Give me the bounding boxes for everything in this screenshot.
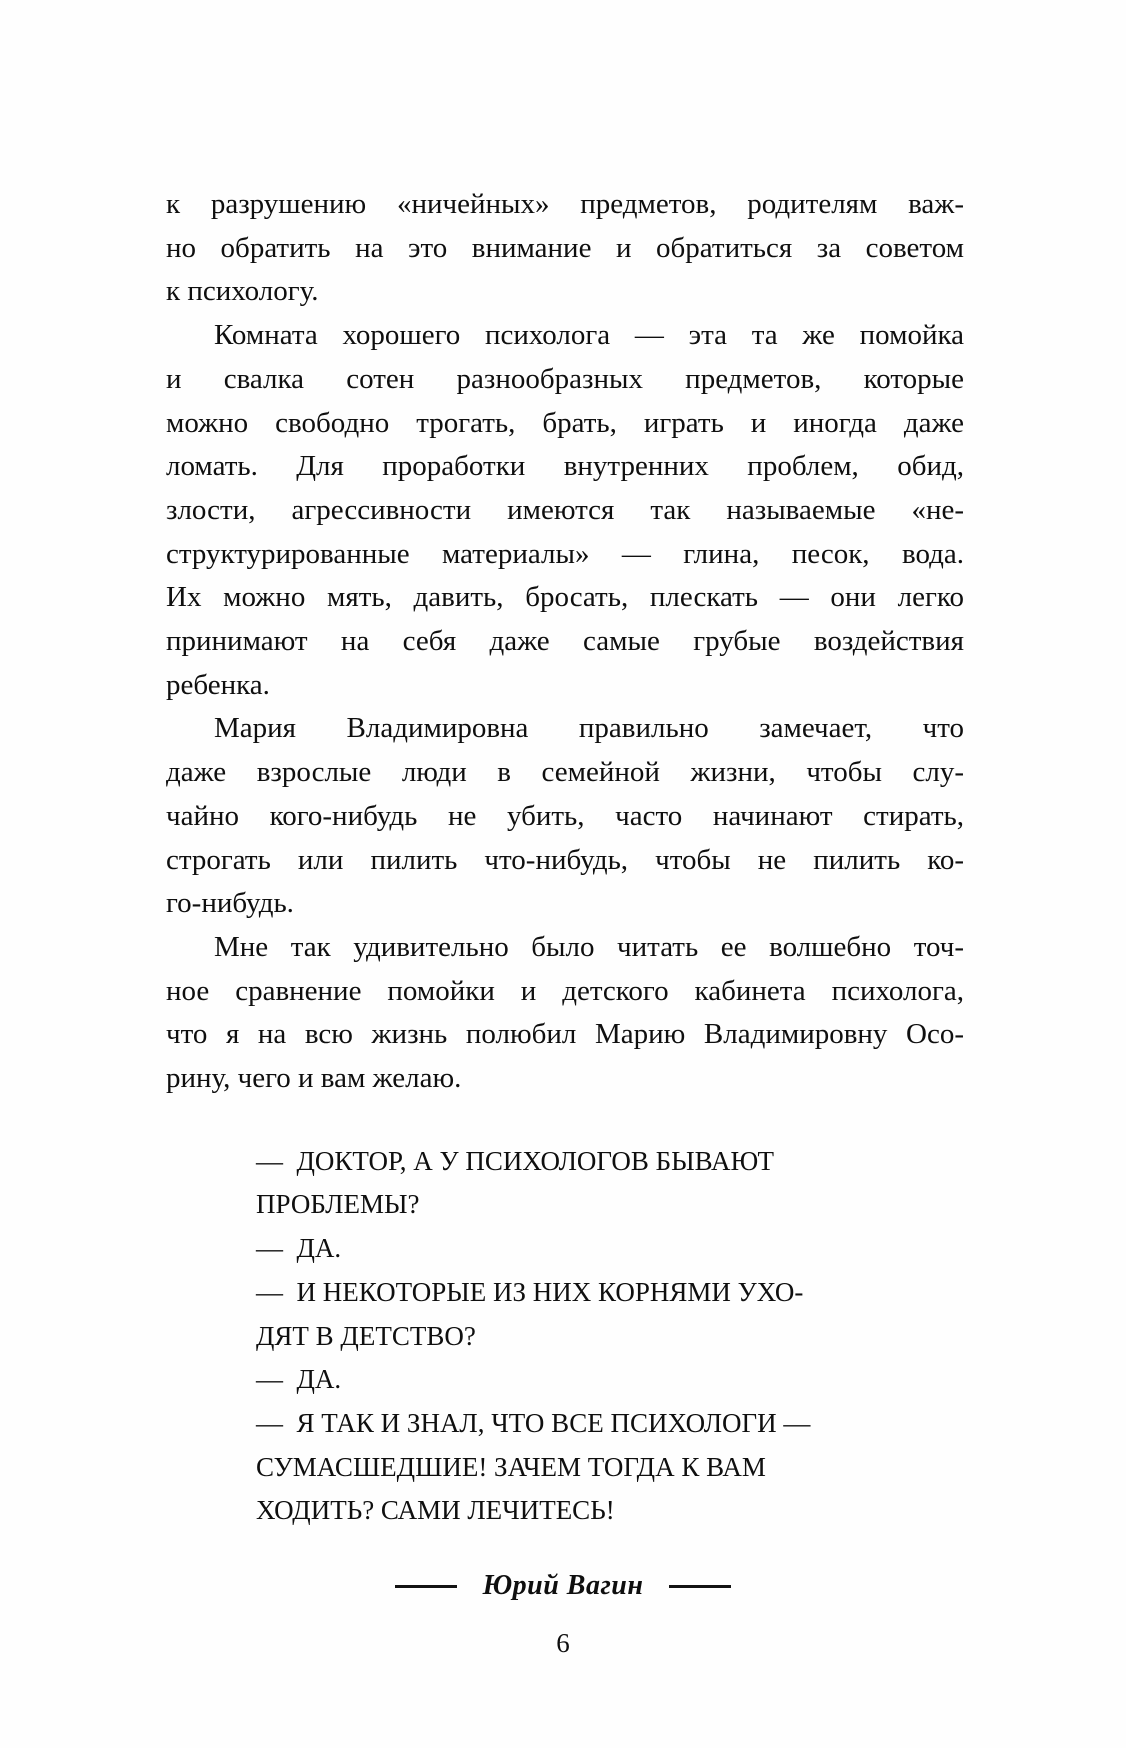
paragraph <box>166 707 964 926</box>
paragraph <box>166 926 964 1101</box>
body-line: можно свободно трогать, брать, играть и иногда даже <box>166 406 964 439</box>
body-line: даже взрослые люди в семейной жизни, чтобы слу- <box>166 756 964 789</box>
body-line: принимают на себя даже самые грубые воздействия <box>166 625 964 658</box>
dialogue-line: — ДОКТОР, А У ПСИХОЛОГОВ БЫВАЮТ <box>256 1145 775 1176</box>
body-line: Их можно мять, давить, бросать, плескать — они легко <box>166 581 964 614</box>
body-line: Комната хорошего психолога — эта та же помойка <box>214 319 964 352</box>
footer-author: Юрий Вагин <box>482 1570 644 1601</box>
body-line: ломать. Для проработки внутренних проблем, обид, <box>166 450 964 483</box>
body-line: чайно кого-нибудь не убить, часто начинают стирать, <box>166 799 964 832</box>
dialogue-block <box>256 1140 964 1533</box>
body-line: ребенка. <box>166 668 270 701</box>
dialogue-line: — Я ТАК И ЗНАЛ, ЧТО ВСЕ ПСИХОЛОГИ — <box>256 1407 811 1438</box>
body-line: что я на всю жизнь полюбил Марию Владимировну Осо- <box>166 1018 964 1051</box>
body-line: к психологу. <box>166 275 319 308</box>
paragraph <box>166 183 964 314</box>
body-line: к разрушению «ничейных» предметов, родителям важ- <box>166 188 964 220</box>
dialogue-line: СУМАСШЕДШИЕ! ЗАЧЕМ ТОГДА К ВАМ <box>256 1451 766 1482</box>
body-line: но обратить на это внимание и обратиться за советом <box>166 231 964 264</box>
page-number: 6 <box>556 1628 570 1658</box>
body-line: структурированные материалы» — глина, песок, вода. <box>166 537 964 570</box>
body-line: и свалка сотен разнообразных предметов, которые <box>166 362 964 395</box>
dialogue-line: ХОДИТЬ? САМИ ЛЕЧИТЕСЬ! <box>256 1495 615 1526</box>
footer-rule-right <box>669 1585 731 1588</box>
body-line: строгать или пилить что-нибудь, чтобы не пилить ко- <box>166 843 964 876</box>
dialogue-line: ПРОБЛЕМЫ? <box>256 1189 420 1220</box>
body-line: Мне так удивительно было читать ее волшебно точ- <box>214 930 964 963</box>
page-text <box>166 183 964 1533</box>
dialogue-line: — ДА. <box>256 1364 342 1395</box>
paragraph <box>166 314 964 707</box>
body-line: рину, чего и вам желаю. <box>166 1062 462 1095</box>
dialogue-line: — ДА. <box>256 1233 342 1264</box>
body-line: ное сравнение помойки и детского кабинета психолога, <box>166 974 964 1007</box>
body-line: го-нибудь. <box>166 887 294 920</box>
dialogue-line: ДЯТ В ДЕТСТВО? <box>256 1320 476 1351</box>
footer-rule-left <box>395 1585 457 1588</box>
dialogue-line: — И НЕКОТОРЫЕ ИЗ НИХ КОРНЯМИ УХО- <box>256 1276 804 1307</box>
body-line: Мария Владимировна правильно замечает, что <box>214 712 964 745</box>
body-line: злости, агрессивности имеются так называемые «не- <box>166 493 964 526</box>
footer <box>0 1570 1126 1602</box>
